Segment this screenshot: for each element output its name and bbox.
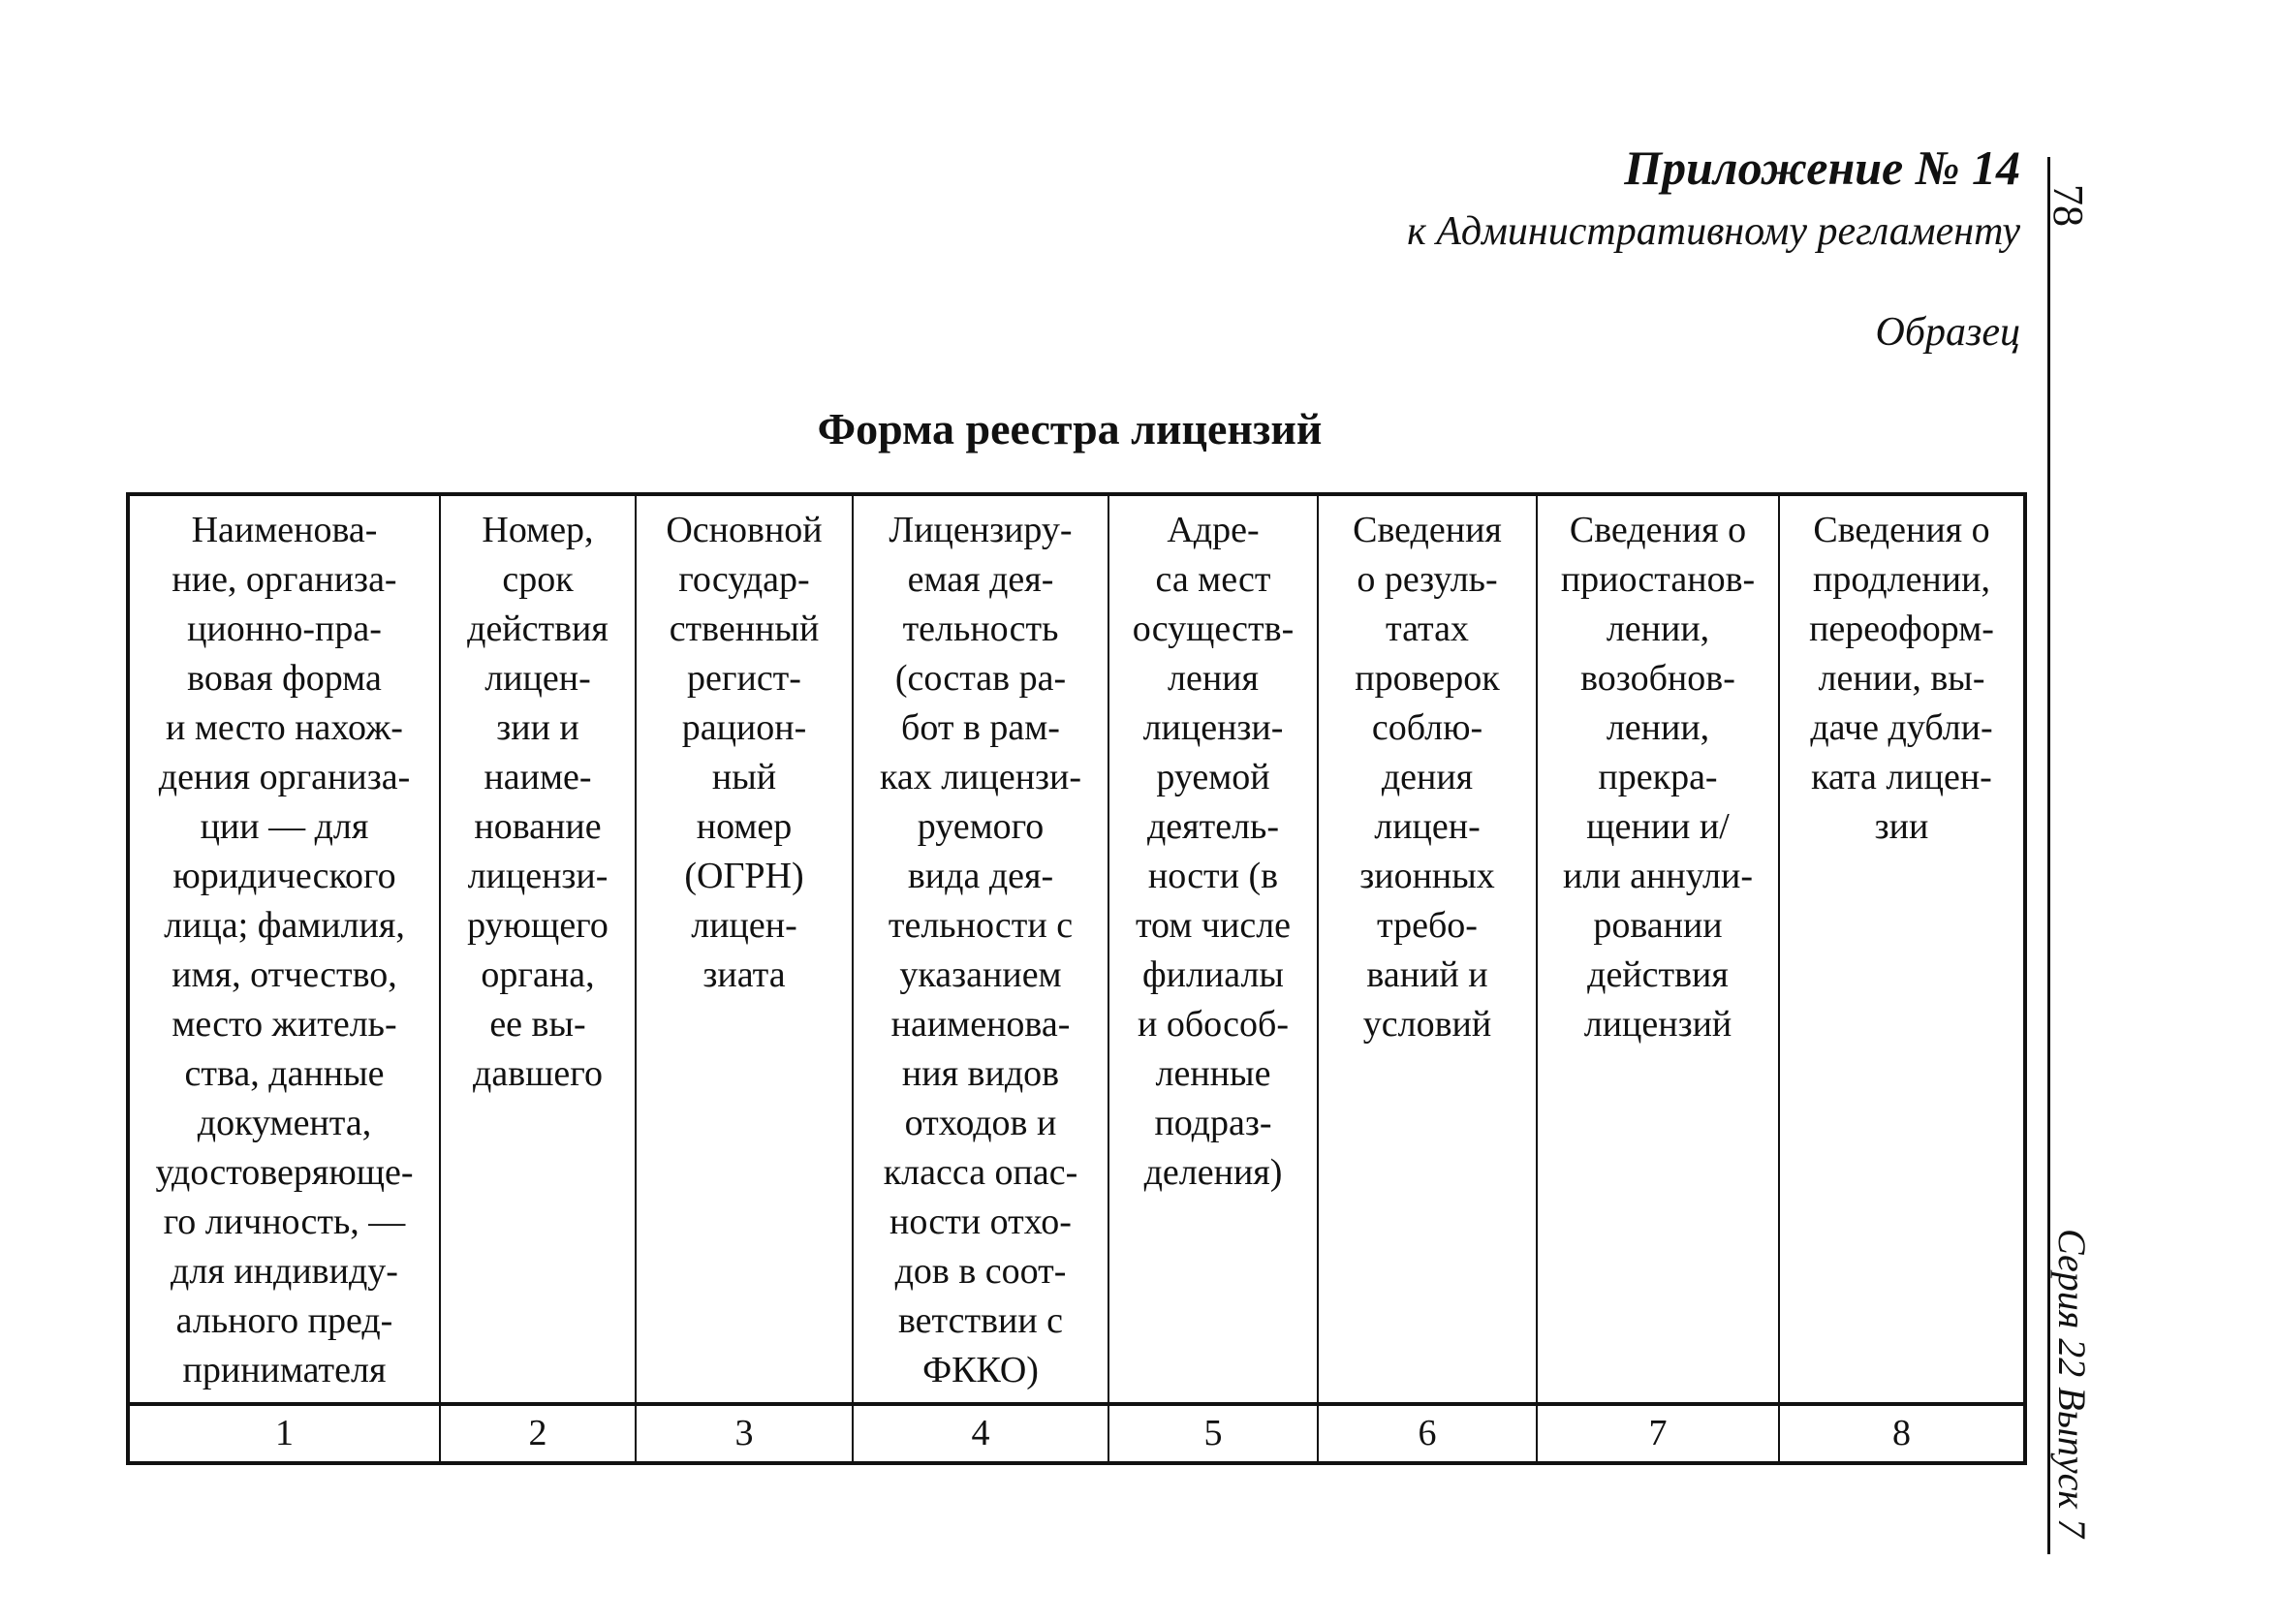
column-number-3: 3 — [636, 1404, 853, 1463]
license-registry-table — [126, 492, 2027, 1465]
column-header-6: Сведения о резуль- татах проверок соблю- дения лицен- зионных требо- ваний и условий — [1318, 494, 1537, 1404]
column-header-2: Номер, срок действия лицен- зии и наиме- нование лицензи- рующего органа, ее вы- давшего — [440, 494, 636, 1404]
table-header-row — [128, 494, 2025, 1404]
column-number-7: 7 — [1537, 1404, 1779, 1463]
column-number-5: 5 — [1108, 1404, 1318, 1463]
page-number: 78 — [2044, 184, 2092, 227]
column-number-2: 2 — [440, 1404, 636, 1463]
appendix-subtitle: к Административному регламенту — [1407, 209, 2020, 254]
appendix-title: Приложение № 14 — [1624, 141, 2020, 195]
column-header-4: Лицензиру- емая дея- тельность (состав ра- бот в рам- ках лицензи- руемого вида дея- тельности с указанием наименова- ния видов отходов и класса опас- ности отхо- дов в соот- ветствии с ФККО) — [853, 494, 1108, 1404]
column-numbers-row — [128, 1404, 2025, 1463]
column-number-1: 1 — [128, 1404, 440, 1463]
series-label: Серия 22 Выпуск 7 — [2050, 1229, 2094, 1539]
column-header-3: Основной государ- ственный регист- рацион- ный номер (ОГРН) лицен- зиата — [636, 494, 853, 1404]
sample-label: Образец — [1875, 310, 2020, 355]
column-header-5: Адре- са мест осуществ- ления лицензи- руемой деятель- ности (в том числе филиалы и обособ- ленные подраз- деления) — [1108, 494, 1318, 1404]
column-number-8: 8 — [1779, 1404, 2025, 1463]
column-number-4: 4 — [853, 1404, 1108, 1463]
column-number-6: 6 — [1318, 1404, 1537, 1463]
column-header-1: Наименова- ние, организа- ционно-пра- вовая форма и место нахож- дения организа- ции — для юридического лица; фамилия, имя, отчество, место житель- ства, данные документа, удостоверяюще- го личность, — для индивиду- ального пред- принимателя — [128, 494, 440, 1404]
column-header-7: Сведения о приостанов- лении, возобнов- лении, прекра- щении и/ или аннули- ровании действия лицензий — [1537, 494, 1779, 1404]
column-header-8: Сведения о продлении, переоформ- лении, вы- даче дубли- ката лицен- зии — [1779, 494, 2025, 1404]
form-title: Форма реестра лицензий — [817, 404, 1323, 453]
